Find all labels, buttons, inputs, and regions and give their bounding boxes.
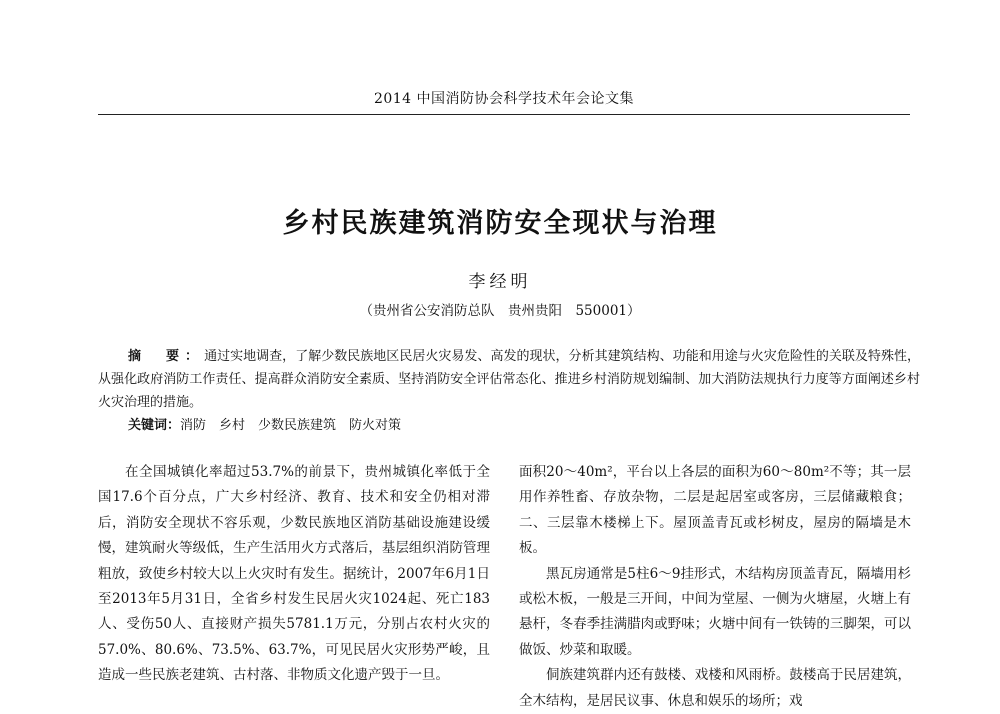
paper-title: 乡村民族建筑消防安全现状与治理 — [282, 208, 718, 239]
author-name: 李经明 — [468, 272, 532, 292]
keywords — [128, 416, 918, 436]
header-rule — [98, 114, 910, 115]
body-column-right — [519, 460, 911, 714]
abstract-label: 摘 要： — [128, 349, 205, 364]
paragraph: 在全国城镇化率超过53.7%的前景下，贵州城镇化率低于全国17.6个百分点，广大乡村经济、教育、技术和安全仍相对滞后，消防安全现状不容乐观，少数民族地区消防基础设施建设缓慢，建筑耐火等级低，生产生活用火方式落后，基层组织消防管理粗放，致使乡村较大以上火灾时有发生。据统计，2007年6月1日至2013年5月31日，全省乡村发生民居火灾1024起、死亡183人、受伤50人、直接财产损失5781.1万元，分别占农村火灾的57.0%、80.6%、73.5%、63.7%，可见民居火灾形势严峻，且造成一些民族老建筑、古村落、非物质文化遗产毁于一旦。 — [98, 464, 490, 684]
paragraph: 面积20～40m²，平台以上各层的面积为60～80m²不等；其一层用作养牲畜、存放杂物，二层是起居室或客房，三层储藏粮食；二、三层靠木楼梯上下。屋顶盖青瓦或杉树皮，屋房的隔墙是木板。 — [519, 464, 911, 557]
abstract — [98, 345, 920, 414]
keywords-text: 消防 乡村 少数民族建筑 防火对策 — [180, 418, 402, 433]
author-affiliation: （贵州省公安消防总队 贵州贵阳 550001） — [359, 303, 641, 319]
paragraph: 黑瓦房通常是5柱6～9挂形式，木结构房顶盖青瓦，隔墙用杉或松木板，一般是三开间，中间为堂屋、一侧为火塘屋，火塘上有悬杆，冬春季挂满腊肉或野味；火塘中间有一铁铸的三脚架，可以做饭、炒菜和取暖。 — [519, 565, 911, 658]
body-column-left — [98, 460, 490, 689]
journal-header: 2014 中国消防协会科学技术年会论文集 — [373, 91, 635, 107]
paragraph: 侗族建筑群内还有鼓楼、戏楼和风雨桥。鼓楼高于民居建筑，全木结构，是居民议事、休息和娱乐的场所；戏 — [519, 667, 911, 709]
keywords-label: 关键词： — [128, 418, 181, 433]
abstract-text: 通过实地调查，了解少数民族地区民居火灾易发、高发的现状，分析其建筑结构、功能和用途与火灾危险性的关联及特殊性，从强化政府消防工作责任、提高群众消防安全素质、坚持消防安全评估常态化、推进乡村消防规划编制、加大消防法规执行力度等方面阐述乡村火灾治理的措施。 — [98, 349, 920, 410]
